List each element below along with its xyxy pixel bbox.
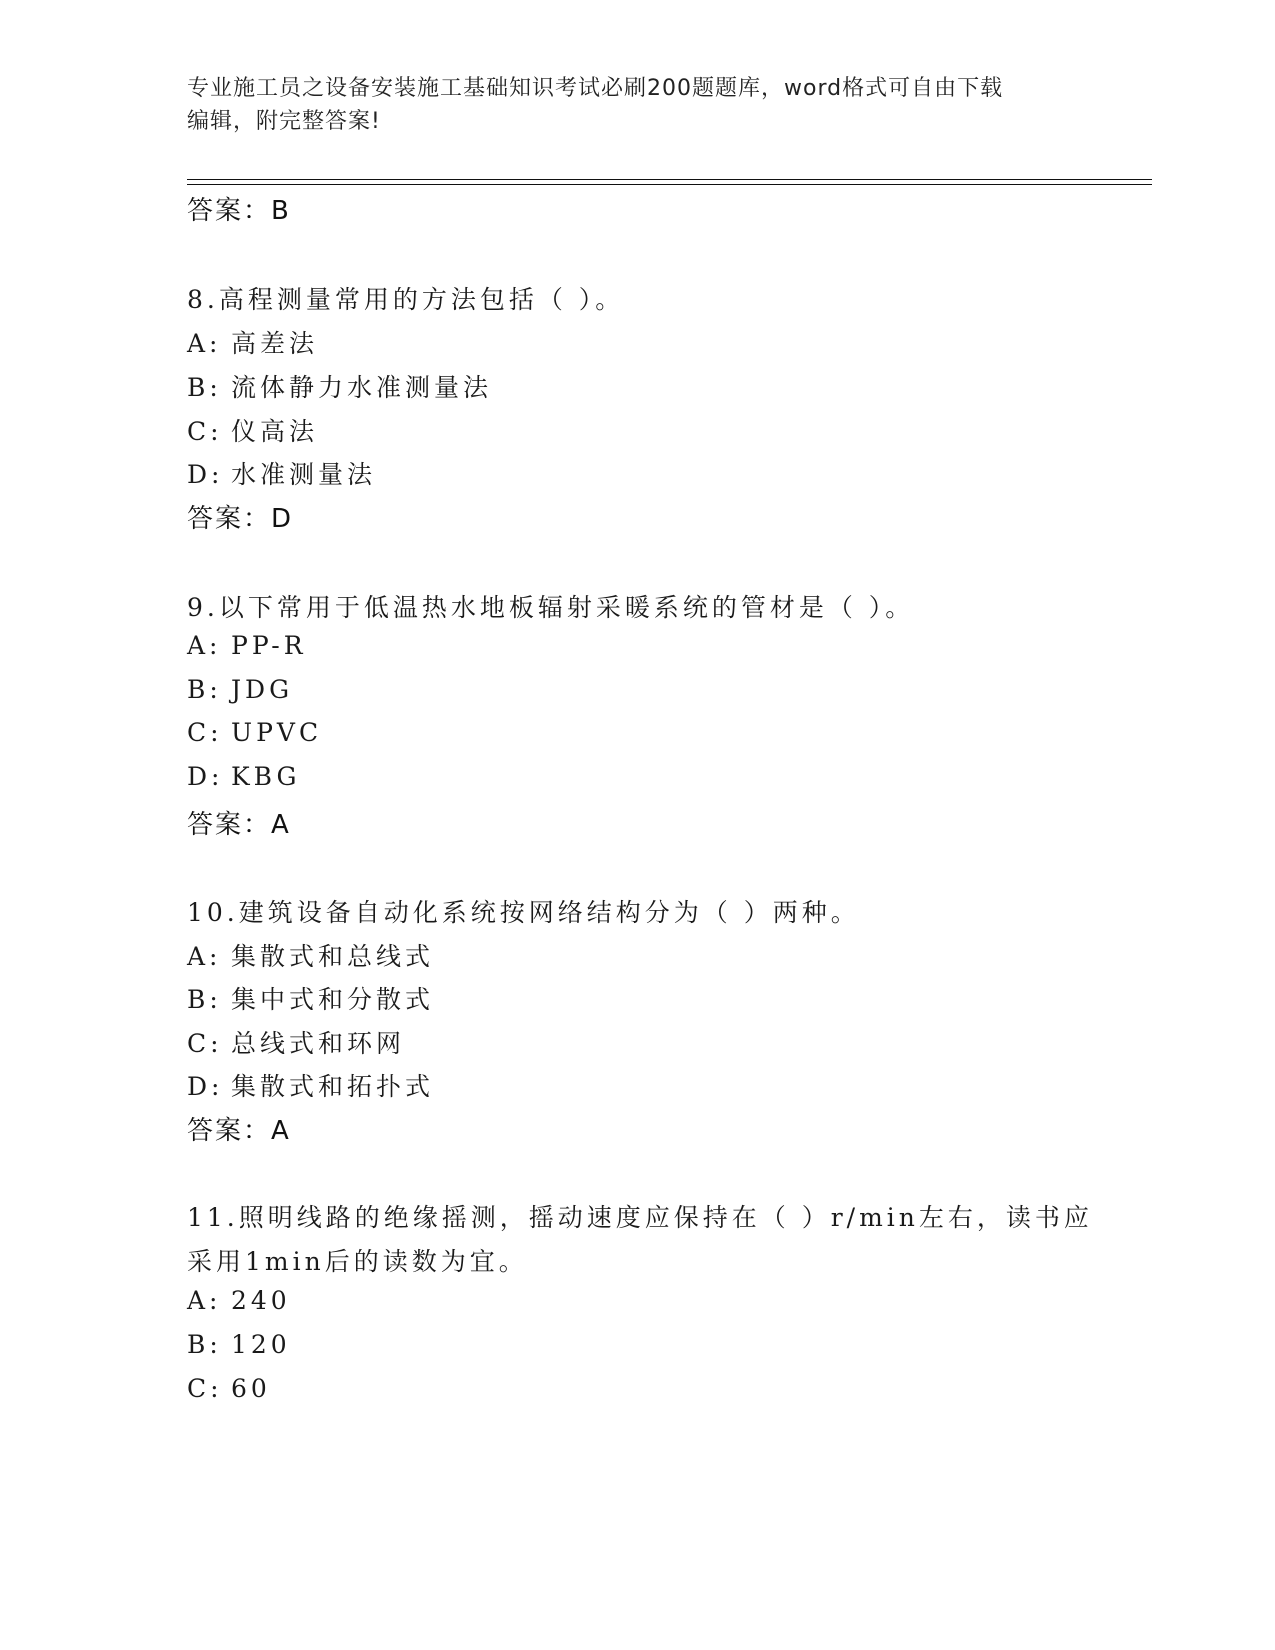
option-c — [187, 1374, 271, 1403]
option-text: 120 — [231, 1330, 291, 1359]
option-a — [187, 1286, 291, 1315]
document-header — [187, 72, 1087, 138]
option-b — [187, 675, 293, 704]
option-text: 总线式和环网 — [231, 1029, 406, 1058]
option-text: 流体静力水准测量法 — [231, 373, 493, 402]
option-text: 仪高法 — [231, 417, 319, 446]
option-letter: C: — [187, 1029, 223, 1058]
header-divider-top — [187, 179, 1152, 180]
option-letter: B: — [187, 1330, 222, 1359]
option-letter: D: — [187, 460, 224, 489]
option-text: 60 — [231, 1374, 271, 1403]
header-divider-bottom — [187, 184, 1152, 185]
option-text: 集散式和拓扑式 — [231, 1072, 435, 1101]
option-letter: A: — [187, 329, 222, 358]
option-text: 集散式和总线式 — [231, 942, 435, 971]
answer-label: 答案：B — [187, 196, 291, 226]
option-a — [187, 937, 434, 973]
option-letter: C: — [187, 718, 223, 747]
answer-label: 答案：A — [187, 810, 291, 840]
question-stem: 9.以下常用于低温热水地板辐射采暖系统的管材是（ ）。 — [187, 593, 915, 622]
option-letter: D: — [187, 1072, 224, 1101]
option-a — [187, 324, 318, 360]
option-d — [187, 1067, 434, 1103]
option-c — [187, 718, 322, 747]
question-stem-line-1: 11.照明线路的绝缘摇测，摇动速度应保持在（ ）r/min左右，读书应 — [187, 1203, 1093, 1232]
option-letter: C: — [187, 1374, 223, 1403]
header-line-1: 专业施工员之设备安装施工基础知识考试必刷200题题库，word格式可自由下载 — [187, 76, 1004, 101]
answer-label: 答案：A — [187, 1116, 291, 1146]
option-text: 高差法 — [231, 329, 319, 358]
option-letter: D: — [187, 762, 224, 791]
question-stem-line-2: 采用1min后的读数为宜。 — [187, 1247, 528, 1276]
option-text: 水准测量法 — [231, 460, 377, 489]
option-b — [187, 1330, 291, 1359]
answer-label: 答案：D — [187, 504, 294, 534]
option-letter: A: — [187, 942, 222, 971]
header-line-2: 编辑，附完整答案! — [187, 109, 381, 134]
option-letter: C: — [187, 417, 223, 446]
option-letter: A: — [187, 1286, 222, 1315]
option-letter: A: — [187, 631, 222, 660]
option-letter: B: — [187, 373, 222, 402]
option-text: 240 — [231, 1286, 291, 1315]
option-c — [187, 1024, 405, 1060]
option-text: UPVC — [231, 718, 323, 747]
option-d — [187, 762, 300, 791]
option-a — [187, 631, 307, 660]
option-b — [187, 980, 434, 1016]
option-b — [187, 368, 492, 404]
option-text: 集中式和分散式 — [231, 985, 435, 1014]
option-c — [187, 412, 318, 448]
question-stem: 10.建筑设备自动化系统按网络结构分为（ ）两种。 — [187, 898, 860, 927]
option-d — [187, 455, 376, 491]
option-letter: B: — [187, 985, 222, 1014]
option-letter: B: — [187, 675, 222, 704]
question-stem: 8.高程测量常用的方法包括（ ）。 — [187, 285, 625, 314]
option-text: JDG — [231, 675, 294, 704]
option-text: PP-R — [231, 631, 307, 660]
option-text: KBG — [231, 762, 301, 791]
